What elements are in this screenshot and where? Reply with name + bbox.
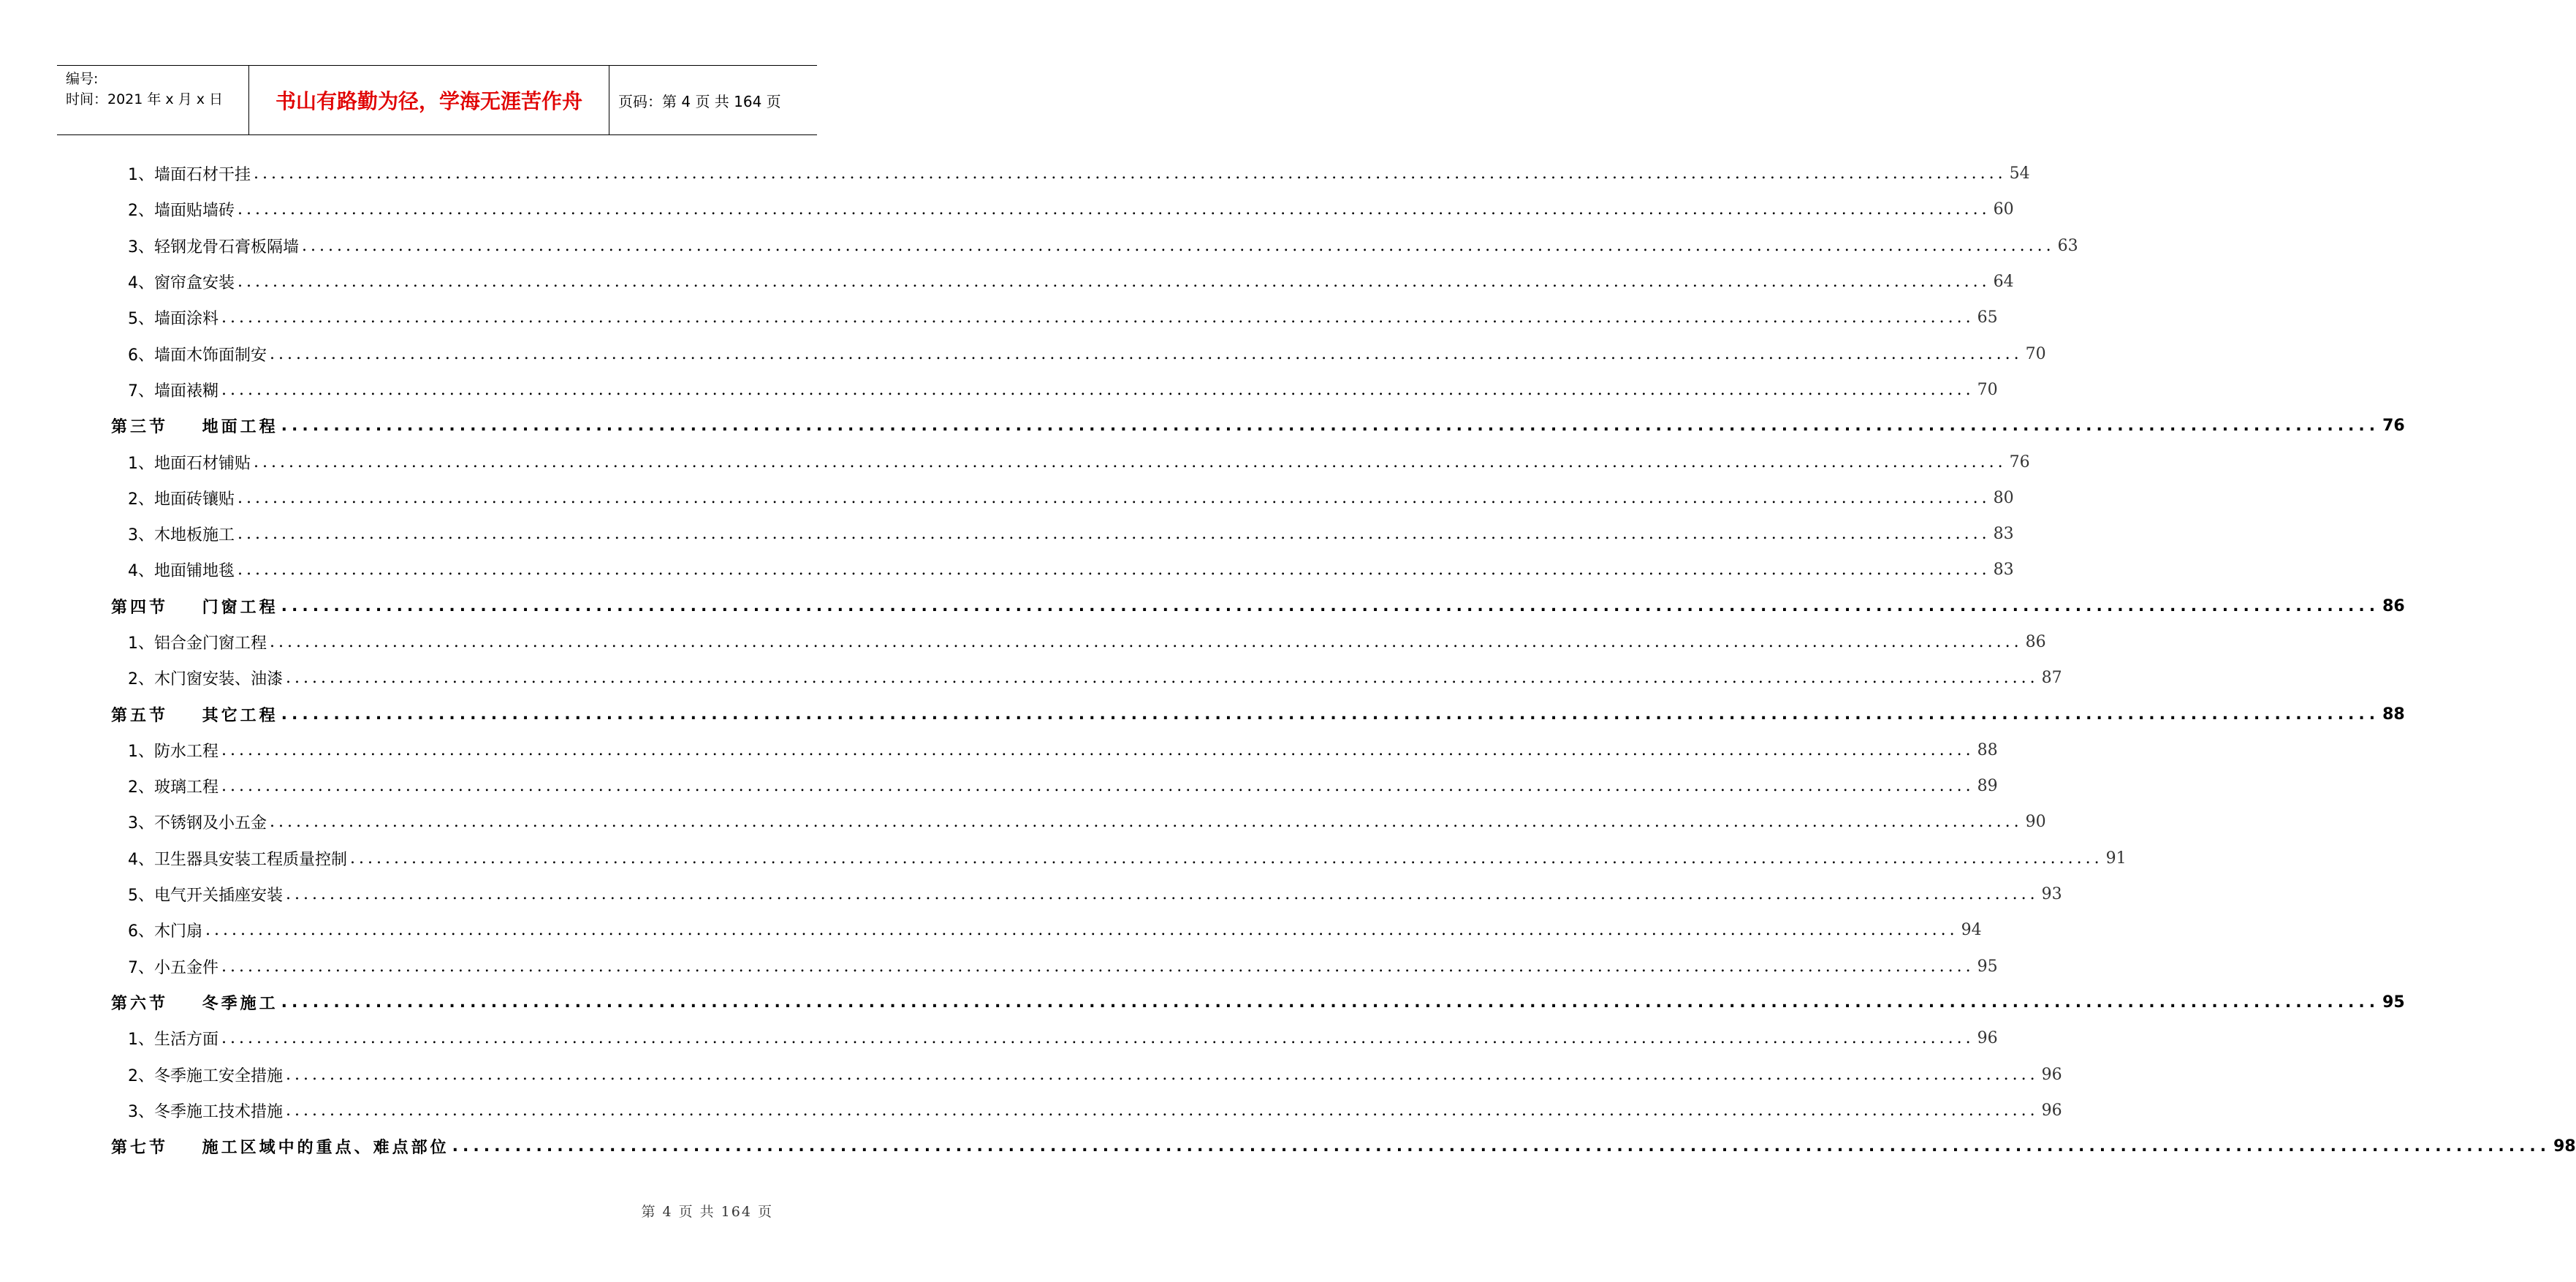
toc-leader-dots: ........................................................................................................................................................................................................ [302, 236, 2055, 255]
toc-entry-row[interactable] [111, 949, 1998, 985]
toc-leader-dots: ........................................................................................................................................................................................................ [286, 1065, 2039, 1084]
toc-leader-dots: ........................................................................................................................................................................................................ [221, 380, 1975, 399]
toc-entry-row[interactable] [111, 912, 1982, 948]
toc-entry-row[interactable] [111, 191, 2014, 227]
toc-leader-dots: ........................................................................................................................................................................................................ [221, 1029, 1975, 1048]
toc-entry-row[interactable] [111, 480, 2014, 516]
toc-entry-label: 2、墙面贴墙砖 [128, 202, 235, 221]
toc-entry-row[interactable] [111, 228, 2078, 264]
toc-entry-row[interactable] [111, 1093, 2062, 1129]
toc-entry-label: 1、墙面石材干挂 [128, 166, 251, 185]
toc-entry-row[interactable] [111, 552, 2014, 588]
toc-page-number: 70 [2025, 344, 2046, 363]
toc-entry-label: 2、地面砖镶贴 [128, 490, 235, 509]
toc-leader-dots: ........................................................................................................................................................................................................ [254, 164, 2007, 183]
toc-entry-label: 4、地面铺地毯 [128, 562, 235, 581]
toc-entry-row[interactable] [111, 372, 1998, 408]
toc-page-number: 83 [1993, 525, 2014, 544]
toc-entry-row[interactable] [111, 876, 2062, 912]
toc-leader-dots: ........................................................................................................................................................................................................ [221, 777, 1975, 796]
toc-page-number: 76 [2382, 417, 2405, 436]
toc-entry-row[interactable] [111, 1020, 1998, 1056]
toc-leader-dots: ........................................................................................................................................................................................................ [452, 1137, 2551, 1156]
toc-leader-dots: ........................................................................................................................................................................................................ [270, 813, 2023, 832]
toc-page-number: 54 [2009, 164, 2030, 183]
toc-entry-label: 3、轻钢龙骨石膏板隔墙 [128, 238, 299, 257]
toc-section-row[interactable] [111, 696, 2405, 732]
toc-entry-row[interactable] [111, 156, 2030, 191]
toc-entry-row[interactable] [111, 841, 2127, 876]
toc-leader-dots: ........................................................................................................................................................................................................ [221, 957, 1975, 976]
toc-entry-label: 第七节 施工区域中的重点、难点部位 [111, 1139, 449, 1158]
toc-leader-dots: ........................................................................................................................................................................................................ [350, 849, 2103, 868]
toc-leader-dots: ........................................................................................................................................................................................................ [286, 1101, 2039, 1120]
toc-entry-label: 1、生活方面 [128, 1031, 219, 1050]
toc-leader-dots: ........................................................................................................................................................................................................ [221, 308, 1975, 327]
toc-entry-label: 6、木门扇 [128, 922, 202, 941]
table-of-contents [111, 156, 2576, 1164]
toc-page-number: 83 [1993, 561, 2014, 580]
toc-page-number: 90 [2025, 813, 2046, 832]
toc-leader-dots: ........................................................................................................................................................................................................ [238, 561, 1991, 580]
toc-entry-row[interactable] [111, 300, 1998, 335]
number-label: 编号: [66, 71, 99, 87]
toc-entry-label: 4、窗帘盒安装 [128, 274, 235, 293]
toc-entry-label: 7、小五金件 [128, 958, 219, 977]
toc-page-number: 86 [2382, 596, 2405, 615]
toc-page-number: 96 [2041, 1065, 2062, 1084]
toc-entry-row[interactable] [111, 264, 2014, 300]
toc-entry-row[interactable] [111, 624, 2046, 660]
toc-page-number: 88 [2382, 705, 2405, 724]
toc-page-number: 88 [1977, 740, 1998, 759]
toc-leader-dots: ........................................................................................................................................................................................................ [254, 452, 2007, 471]
toc-page-number: 91 [2105, 849, 2127, 868]
header-motto: 书山有路勤为径，学海无涯苦作舟 [248, 66, 609, 134]
page-header [57, 65, 817, 135]
toc-entry-label: 3、不锈钢及小五金 [128, 814, 267, 833]
toc-page-number: 86 [2025, 633, 2046, 651]
toc-leader-dots: ........................................................................................................................................................................................................ [270, 633, 2023, 651]
toc-entry-label: 第五节 其它工程 [111, 706, 278, 725]
toc-leader-dots: ........................................................................................................................................................................................................ [205, 921, 1958, 940]
toc-section-row[interactable] [111, 408, 2405, 444]
toc-page-number: 96 [2041, 1101, 2062, 1120]
toc-entry-row[interactable] [111, 444, 2030, 479]
toc-entry-label: 2、玻璃工程 [128, 778, 219, 797]
toc-page-number: 96 [1977, 1029, 1998, 1048]
toc-entry-row[interactable] [111, 732, 1998, 768]
toc-page-number: 63 [2057, 236, 2078, 255]
toc-entry-label: 第四节 门窗工程 [111, 598, 278, 617]
toc-entry-row[interactable] [111, 516, 2014, 552]
toc-section-row[interactable] [111, 588, 2405, 624]
toc-entry-label: 5、电气开关插座安装 [128, 887, 283, 906]
toc-leader-dots: ........................................................................................................................................................................................................ [270, 344, 2023, 363]
toc-leader-dots: ........................................................................................................................................................................................................ [238, 488, 1991, 507]
time-label: 时间：2021 年 x 月 x 日 [66, 91, 224, 107]
toc-leader-dots: ........................................................................................................................................................................................................ [238, 525, 1991, 544]
toc-page-number: 98 [2553, 1137, 2576, 1156]
toc-entry-label: 1、铝合金门窗工程 [128, 634, 267, 653]
header-page-label: 页码：第 4 页 共 164 页 [618, 92, 781, 110]
toc-page-number: 93 [2041, 885, 2062, 904]
toc-leader-dots: ........................................................................................................................................................................................................ [281, 993, 2380, 1012]
toc-entry-row[interactable] [111, 1056, 2062, 1092]
toc-page-number: 76 [2009, 452, 2030, 471]
toc-entry-label: 5、墙面涂料 [128, 310, 219, 329]
toc-entry-row[interactable] [111, 660, 2062, 696]
toc-page-number: 95 [2382, 993, 2405, 1012]
toc-entry-row[interactable] [111, 768, 1998, 804]
toc-leader-dots: ........................................................................................................................................................................................................ [281, 417, 2380, 436]
toc-page-number: 60 [1993, 200, 2014, 219]
toc-entry-label: 2、冬季施工安全措施 [128, 1066, 283, 1085]
toc-page-number: 89 [1977, 777, 1998, 796]
toc-entry-label: 3、木地板施工 [128, 526, 235, 545]
toc-leader-dots: ........................................................................................................................................................................................................ [221, 740, 1975, 759]
toc-leader-dots: ........................................................................................................................................................................................................ [238, 200, 1991, 219]
toc-page-number: 95 [1977, 957, 1998, 976]
toc-entry-label: 7、墙面裱糊 [128, 382, 219, 401]
toc-page-number: 80 [1993, 488, 2014, 507]
page-footer: 第 4 页 共 164 页 [641, 1204, 773, 1220]
toc-entry-label: 4、卫生器具安装工程质量控制 [128, 850, 347, 869]
toc-leader-dots: ........................................................................................................................................................................................................ [286, 669, 2039, 688]
toc-leader-dots: ........................................................................................................................................................................................................ [281, 705, 2380, 724]
toc-leader-dots: ........................................................................................................................................................................................................ [238, 273, 1991, 292]
toc-section-row[interactable] [111, 1129, 2576, 1164]
header-left [66, 69, 223, 110]
toc-entry-label: 3、冬季施工技术措施 [128, 1102, 283, 1121]
toc-entry-row[interactable] [111, 804, 2046, 840]
toc-leader-dots: ........................................................................................................................................................................................................ [281, 596, 2380, 615]
toc-leader-dots: ........................................................................................................................................................................................................ [286, 885, 2039, 904]
toc-entry-label: 1、地面石材铺贴 [128, 454, 251, 473]
toc-page-number: 65 [1977, 308, 1998, 327]
toc-page-number: 87 [2041, 669, 2062, 688]
toc-entry-label: 第六节 冬季施工 [111, 994, 278, 1013]
toc-entry-label: 第三节 地面工程 [111, 418, 278, 437]
toc-section-row[interactable] [111, 985, 2405, 1020]
toc-entry-label: 2、木门窗安装、油漆 [128, 670, 283, 689]
toc-page-number: 64 [1993, 273, 2014, 292]
toc-entry-row[interactable] [111, 335, 2046, 371]
toc-entry-label: 6、墙面木饰面制安 [128, 346, 267, 365]
toc-page-number: 94 [1961, 921, 1982, 940]
toc-entry-label: 1、防水工程 [128, 742, 219, 761]
toc-page-number: 70 [1977, 380, 1998, 399]
